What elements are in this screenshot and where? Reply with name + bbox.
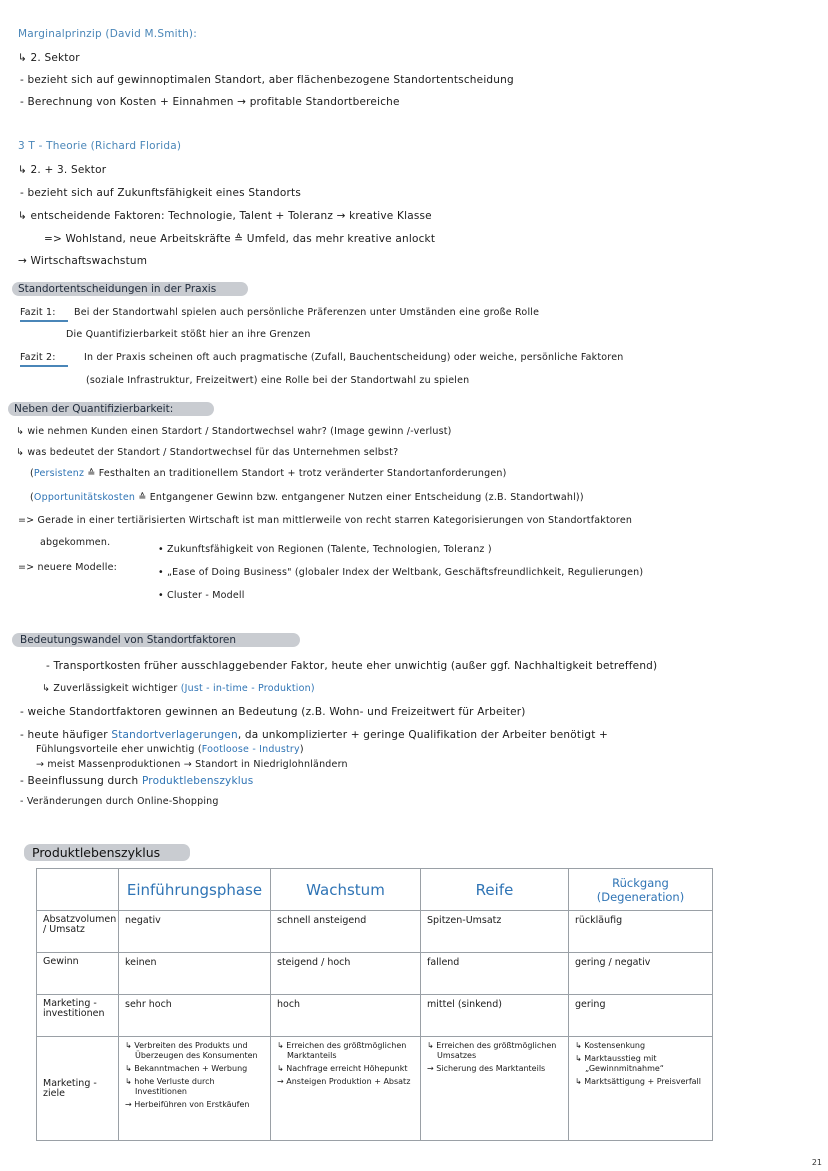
table-row (37, 1037, 713, 1141)
note-line: ↳ was bedeutet der Standort / Standortwechsel für das Unternehmen selbst? (16, 447, 399, 458)
note-text: , da unkomplizierter + geringe Qualifikation der Arbeiter benötigt + (237, 729, 609, 741)
list-item: → Ansteigen Produktion + Absatz (277, 1077, 411, 1086)
note-line (20, 729, 608, 741)
table-row (37, 995, 713, 1037)
table-cell: rückläufig (569, 911, 713, 953)
fazit2-label: Fazit 2: (20, 352, 56, 363)
heading-praxis: Standortentscheidungen in der Praxis (18, 283, 217, 295)
list-item: ↳ Kostensenkung (575, 1041, 646, 1050)
header-wachstum: Wachstum (271, 869, 421, 911)
note-line: - Berechnung von Kosten + Einnahmen → profitable Standortbereiche (20, 96, 400, 108)
underline (20, 365, 68, 367)
list-item: ↳ Marktsättigung + Preisverfall (575, 1077, 701, 1086)
note-line (42, 683, 315, 694)
note-text: - Beeinflussung durch (20, 775, 139, 787)
note-line: Bei der Standortwahl spielen auch persönliche Präferenzen unter Umständen eine große Rolle (74, 307, 540, 318)
table-cell (421, 1037, 569, 1141)
note-line: ↳ wie nehmen Kunden einen Stardort / Standortwechsel wahr? (Image gewinn /-verlust) (16, 426, 452, 437)
table-row (37, 953, 713, 995)
table-cell: gering / negativ (569, 953, 713, 995)
heading-quantifizierbarkeit: Neben der Quantifizierbarkeit: (14, 403, 174, 415)
bullet-item: • Cluster - Modell (158, 590, 245, 601)
row-label: Marketing - ziele (37, 1037, 119, 1141)
plc-table (36, 868, 713, 1141)
underline (20, 320, 68, 322)
heading-3t-theorie: 3 T - Theorie (Richard Florida) (18, 140, 182, 152)
term-persistenz: Persistenz (33, 468, 85, 479)
table-cell: gering (569, 995, 713, 1037)
table-cell: mittel (sinkend) (421, 995, 569, 1037)
fazit1-label: Fazit 1: (20, 307, 56, 318)
note-line: (soziale Infrastruktur, Freizeitwert) eine Rolle bei der Standortwahl zu spielen (86, 375, 470, 386)
note-line: => Wohlstand, neue Arbeitskräfte ≙ Umfeld, das mehr kreative anlockt (44, 233, 436, 245)
note-line: - weiche Standortfaktoren gewinnen an Bedeutung (z.B. Wohn- und Freizeitwert für Arbeiter) (20, 706, 526, 718)
table-cell: negativ (119, 911, 271, 953)
term-footloose: Footloose - Industry (201, 744, 300, 755)
table-cell: Spitzen-Umsatz (421, 911, 569, 953)
note-line: (Opportunitätskosten ≙ Entgangener Gewinn bzw. entgangener Nutzen einer Entscheidung (z.B. Standortwahl)) (30, 492, 584, 503)
corner-cell (37, 869, 119, 911)
term-standortverlagerungen: Standortverlagerungen (111, 729, 238, 741)
definition-text: ≙ Festhalten an traditionellem Standort + trotz veränderter Standortanforderungen) (84, 468, 507, 479)
note-line: → meist Massenproduktionen → Standort in Niedriglohnländern (36, 759, 348, 770)
list-item: ↳ hohe Verluste durch Investitionen (125, 1077, 215, 1096)
note-line: ↳ 2. Sektor (18, 52, 80, 64)
note-text: Fühlungsvorteile eher unwichtig ( (36, 744, 202, 755)
table-cell: keinen (119, 953, 271, 995)
note-line: - Veränderungen durch Online-Shopping (20, 796, 219, 807)
list-item: ↳ Marktausstieg mit „Gewinnmitnahme“ (575, 1054, 664, 1073)
note-line: => neuere Modelle: (18, 562, 118, 573)
bullet-item: • „Ease of Doing Business" (globaler Index der Weltbank, Geschäftsfreundlichkeit, Regulierungen) (158, 567, 644, 578)
table-cell: schnell ansteigend (271, 911, 421, 953)
heading-produktlebenszyklus: Produktlebenszyklus (32, 845, 161, 860)
table-cell: sehr hoch (119, 995, 271, 1037)
list-item: ↳ Verbreiten des Produkts und Überzeugen des Konsumenten (125, 1041, 258, 1060)
page-number: 21 (811, 1158, 822, 1167)
list-item: ↳ Erreichen des größtmöglichen Marktanteils (277, 1041, 407, 1060)
row-label: Marketing - investitionen (37, 995, 119, 1037)
table-cell: hoch (271, 995, 421, 1037)
heading-bedeutungswandel: Bedeutungswandel von Standortfaktoren (20, 634, 237, 646)
note-line: abgekommen. (40, 537, 111, 548)
list-item: ↳ Bekanntmachen + Werbung (125, 1064, 248, 1073)
definition-text: ≙ Entgangener Gewinn bzw. entgangener Nutzen einer Entscheidung (z.B. Standortwahl)) (135, 492, 584, 503)
note-text: - heute häufiger (20, 729, 108, 741)
table-header-row (37, 869, 713, 911)
note-line: - bezieht sich auf gewinnoptimalen Standort, aber flächenbezogene Standortentscheidung (20, 74, 514, 86)
term-just-in-time: (Just - in-time - Produktion) (180, 683, 315, 694)
note-line: Die Quantifizierbarkeit stößt hier an ihre Grenzen (66, 329, 311, 340)
table-cell (569, 1037, 713, 1141)
table-cell (271, 1037, 421, 1141)
table-cell: fallend (421, 953, 569, 995)
note-line (36, 744, 304, 755)
term-opportunitaetskosten: Opportunitätskosten (33, 492, 136, 503)
term-produktlebenszyklus: Produktlebenszyklus (141, 775, 254, 787)
note-line: In der Praxis scheinen oft auch pragmatische (Zufall, Bauchentscheidung) oder weiche, persönliche Faktoren (84, 352, 624, 363)
table-cell: steigend / hoch (271, 953, 421, 995)
note-line: - bezieht sich auf Zukunftsfähigkeit eines Standorts (20, 187, 302, 199)
list-item: → Sicherung des Marktanteils (427, 1064, 546, 1073)
note-line: (Persistenz ≙ Festhalten an traditionellem Standort + trotz veränderter Standortanforderungen) (30, 468, 507, 479)
note-line: ↳ entscheidende Faktoren: Technologie, Talent + Toleranz → kreative Klasse (18, 210, 432, 222)
note-line: - Transportkosten früher ausschlaggebender Faktor, heute eher unwichtig (außer ggf. Nachhaltigkeit betreffend) (46, 660, 658, 672)
header-reife: Reife (421, 869, 569, 911)
note-text: ) (299, 744, 304, 755)
header-einfuehrung: Einführungsphase (119, 869, 271, 911)
note-line (20, 775, 253, 787)
list-item: ↳ Erreichen des größtmöglichen Umsatzes (427, 1041, 557, 1060)
header-rueckgang: Rückgang (Degeneration) (569, 869, 713, 911)
list-item: → Herbeiführen von Erstkäufen (125, 1100, 250, 1109)
table-row (37, 911, 713, 953)
note-text: ↳ Zuverlässigkeit wichtiger (42, 683, 178, 694)
row-label: Absatzvolumen / Umsatz (37, 911, 119, 953)
note-line: => Gerade in einer tertiärisierten Wirtschaft ist man mittlerweile von recht starren Kategorisierungen von Standortfaktoren (18, 515, 633, 526)
table-cell (119, 1037, 271, 1141)
heading-marginalprinzip: Marginalprinzip (David M.Smith): (18, 28, 197, 40)
note-line: → Wirtschaftswachstum (18, 255, 148, 267)
row-label: Gewinn (37, 953, 119, 995)
list-item: ↳ Nachfrage erreicht Höhepunkt (277, 1064, 408, 1073)
bullet-item: • Zukunftsfähigkeit von Regionen (Talente, Technologien, Toleranz ) (158, 544, 492, 555)
note-line: ↳ 2. + 3. Sektor (18, 164, 107, 176)
